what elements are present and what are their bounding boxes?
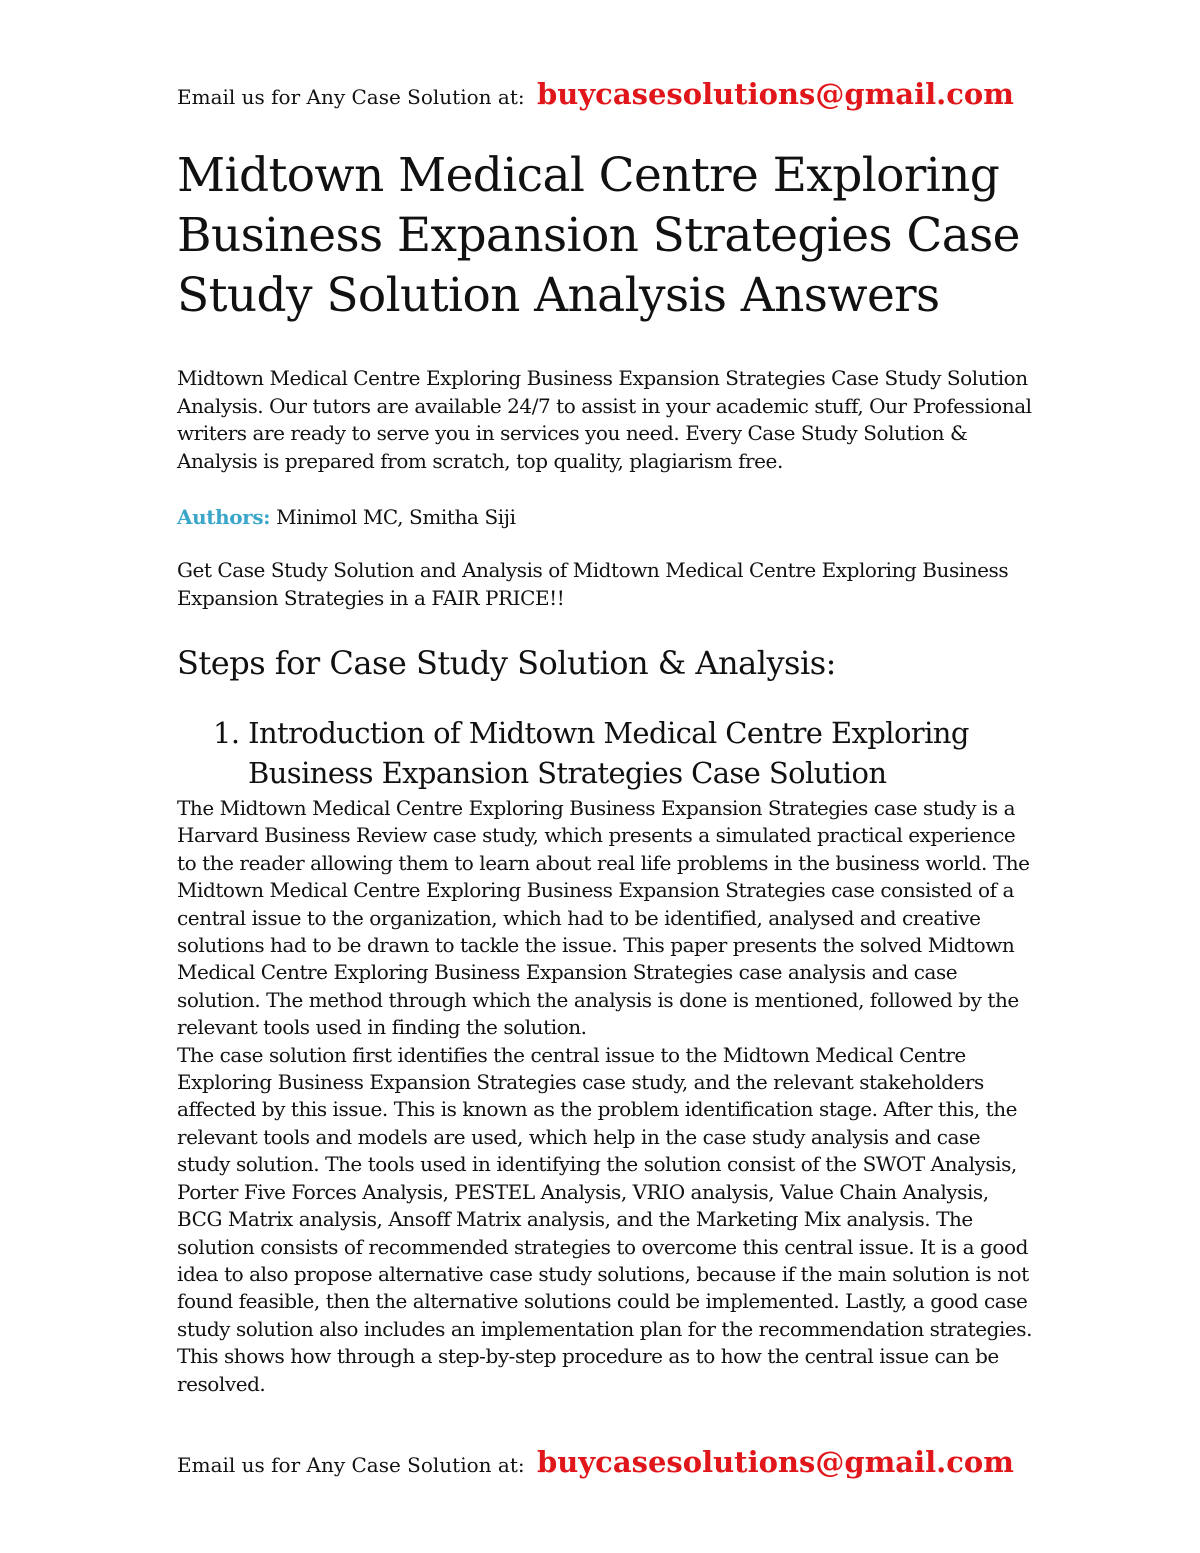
step-1-body	[177, 795, 1037, 1398]
get-solution-paragraph: Get Case Study Solution and Analysis of Midtown Medical Centre Exploring Business Expansion Strategies in a FAIR PRICE!!	[177, 558, 1009, 610]
authors-label: Authors:	[177, 505, 271, 529]
step-1-paragraph-1: The Midtown Medical Centre Exploring Business Expansion Strategies case study is a Harvard Business Review case study, which presents a simulated practical experience to the reader allowing them to learn about real life problems in the business world. The Midtown Medical Centre Exploring Business Expansion Strategies case consisted of a central issue to the organization, which had to be identified, analysed and creative solutions had to be drawn to tackle the issue. This paper presents the solved Midtown Medical Centre Exploring Business Expansion Strategies case analysis and case solution. The method through which the analysis is done is mentioned, followed by the relevant tools used in finding the solution.	[177, 796, 1030, 1040]
contact-line-bottom	[177, 1445, 1014, 1479]
document-title: Midtown Medical Centre Exploring Business Expansion Strategies Case Study Solution Analysis Answers	[177, 148, 1020, 323]
contact-email-link[interactable]: buycasesolutions@gmail.com	[536, 77, 1014, 111]
steps-heading: Steps for Case Study Solution & Analysis:	[177, 644, 836, 682]
authors-line	[177, 503, 516, 531]
step-1-heading	[177, 713, 1037, 793]
step-1-paragraph-2: The case solution first identifies the central issue to the Midtown Medical Centre Exploring Business Expansion Strategies case study, and the relevant stakeholders affected by this issue. This is known as the problem identification stage. After this, the relevant tools and models are used, which help in the case study analysis and case study solution. The tools used in identifying the solution consist of the SWOT Analysis, Porter Five Forces Analysis, PESTEL Analysis, VRIO analysis, Value Chain Analysis, BCG Matrix analysis, Ansoff Matrix analysis, and the Marketing Mix analysis. The solution consists of recommended strategies to overcome this central issue. It is a good idea to also propose alternative case study solutions, because if the main solution is not found feasible, then the alternative solutions could be implemented. Lastly, a good case study solution also includes an implementation plan for the recommendation strategies. This shows how through a step-by-step procedure as to how the central issue can be resolved.	[177, 1042, 1033, 1396]
intro-paragraph: Midtown Medical Centre Exploring Business Expansion Strategies Case Study Solution Analysis. Our tutors are available 24/7 to assist in your academic stuff, Our Professional writers are ready to serve you in services you need. Every Case Study Solution & Analysis is prepared from scratch, top quality, plagiarism free.	[177, 366, 1032, 473]
contact-line-top	[177, 77, 1014, 111]
authors-names: Minimol MC, Smitha Siji	[276, 505, 516, 529]
contact-prefix: Email us for Any Case Solution at:	[177, 1453, 525, 1477]
step-1-heading-line-1: 1. Introduction of Midtown Medical Centre Exploring	[213, 716, 969, 750]
step-1-heading-line-2: Business Expansion Strategies Case Solution	[248, 756, 887, 790]
contact-email-link[interactable]: buycasesolutions@gmail.com	[536, 1445, 1014, 1479]
contact-prefix: Email us for Any Case Solution at:	[177, 85, 525, 109]
